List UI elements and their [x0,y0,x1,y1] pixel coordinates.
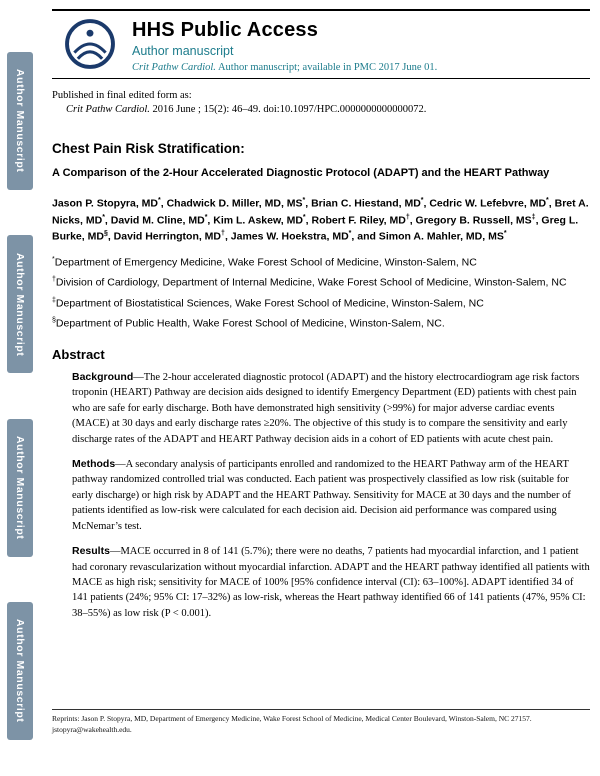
article-subtitle: A Comparison of the 2-Hour Accelerated Diagnostic Protocol (ADAPT) and the HEART Pathway [52,167,550,180]
author-affiliation-marker: § [103,229,108,237]
affiliation-symbol: † [52,276,56,284]
abstract-section-label: Methods [72,458,116,470]
sidebar-watermark-block [7,419,33,557]
header [52,11,590,78]
journal-name: Crit Pathw Cardiol. [132,62,216,73]
header-bottom-rule [52,78,590,79]
author-affiliation-marker: * [102,213,105,221]
watermark-text: Author Manuscript [14,619,26,723]
affiliation-text: Department of Public Health, Wake Forest School of Medicine, Winston-Salem, NC. [55,317,445,330]
sidebar [7,52,35,740]
authors [52,196,590,245]
sidebar-watermark-block [7,235,33,373]
abstract-paragraph [72,457,590,534]
author-name-text: , Gregory B. Russell, MS [409,214,532,227]
abstract-heading: Abstract [52,346,105,362]
affiliation [52,316,590,331]
author-name-text: , and Simon A. Mahler, MD, MS [351,230,504,243]
affiliation-symbol: * [52,256,55,264]
watermark-text: Author Manuscript [14,435,26,540]
abstract-section-text: —MACE occurred in 8 of 141 (5.7%); there were no deaths, 7 patients had myocardial infarction, and 1 patient had coronary revascularization without myocardial infarction. ADAPT and the HEART pathway identified all patients with MACE as high risk; sensitivity for MACE of 100% [95% confidence interval (CI): 63–100%]. ADAPT identified 34 of 141 patients (24%; 95% CI: 17–32%) as low-risk, whereas the Heart pathway identified 66 of 141 patients (47%, 95% CI: 38–55%) as low risk (P < 0.001). [72,546,590,619]
author-name-text: , David M. Cline, MD [104,214,205,227]
header-citation [132,62,437,73]
affiliation-symbol: ‡ [52,296,56,304]
footer-rule [52,709,590,710]
author-name-text: , Chadwick D. Miller, MD, MS [160,197,303,210]
author-affiliation-marker: * [302,197,306,205]
author-affiliation-marker: * [503,229,507,237]
affiliation [52,275,590,290]
header-text [132,18,437,73]
author-name-text: , Cedric W. Lefebvre, MD [423,197,547,210]
abstract-paragraph [72,544,590,621]
watermark-text: Author Manuscript [14,69,26,173]
header-citation-rest: Author manuscript; available in PMC 2017 June 01. [215,62,438,73]
abstract-paragraph [72,370,590,447]
hhs-public-access-title: HHS Public Access [132,19,319,41]
journal-name: Crit Pathw Cardiol. [66,104,150,116]
author-affiliation-marker: * [546,197,549,205]
abstract-section-text: —A secondary analysis of participants enrolled and randomized to the HEART Pathway arm of the HEART pathway randomized controlled trial was conducted. Each patient was prospectively classified as low risk (suitable for early discharge) or high risk by ADAPT and the HEART Pathway. Sensitivity for MACE at 30 days and the number of patients identified as low-risk were calculated for each decision aid. Decision aid performance was compared using McNemar’s test. [72,459,571,532]
author-name-text: , Brian C. Hiestand, MD [305,197,421,210]
author-affiliation-marker: * [158,197,161,205]
affiliation [52,296,590,311]
published-block [52,89,590,117]
sidebar-watermark-block [7,602,33,740]
published-citation [66,103,590,117]
author-affiliation-marker: * [420,197,424,205]
author-affiliation-marker: * [348,229,352,237]
abstract-section-text: —The 2-hour accelerated diagnostic protocol (ADAPT) and the history electrocardiogram age risk factors troponin (HEART) Pathway are decision aids designed to identify Emergency Department (ED) patients with chest pain who are safe for early discharge. Both have demonstrated high sensitivity (>99%) for major adverse cardiac events (MACE) at 30 days and early discharge rates ≥20%. The objective of this study is to compare the sensitivity and early discharge rates of the ADAPT and HEART Pathway decision aids in a cohort of ED patients with acute chest pain. [72,371,580,445]
affiliation-text: Department of Biostatistical Sciences, Wake Forest School of Medicine, Winston-Salem, NC [55,297,484,310]
reprints-note: Reprints: Jason P. Stopyra, MD, Department of Emergency Medicine, Wake Forest School of Medicine, Medical Center Boulevard, Winston-Salem, NC 27157. jstopyra@wakehealth.edu. [52,714,532,735]
article-title: Chest Pain Risk Stratification: [52,141,245,157]
affiliation-text: Department of Emergency Medicine, Wake Forest School of Medicine, Winston-Salem, NC [54,256,477,269]
author-name-text: , James W. Hoekstra, MD [224,230,349,243]
published-citation-rest: 2016 June ; 15(2): 46–49. doi:10.1097/HPC.0000000000000072. [149,104,427,116]
author-name-text: Jason P. Stopyra, MD [52,197,159,210]
main-column [52,0,590,631]
affiliations [52,255,590,331]
watermark-text: Author Manuscript [14,252,26,357]
footer [52,709,590,736]
author-name-text: , Kim L. Askew, MD [207,214,303,227]
affiliation [52,255,590,270]
affiliation-symbol: § [52,316,56,324]
author-affiliation-marker: † [405,213,410,221]
author-manuscript-label: Author manuscript [132,44,234,58]
author-affiliation-marker: † [221,229,225,237]
author-affiliation-marker: ‡ [531,213,536,221]
published-intro: Published in final edited form as: [52,90,192,101]
author-name-text: , Robert F. Riley, MD [305,214,406,227]
abstract-section-label: Results [72,545,110,558]
author-affiliation-marker: * [204,213,208,221]
sidebar-watermark-block [7,52,33,190]
author-name-text: , Bret A. Nicks, MD [52,197,589,227]
abstract-section-label: Background [72,370,134,383]
affiliation-text: Division of Cardiology, Department of Internal Medicine, Wake Forest School of Medicine, Winston-Salem, NC [55,276,567,289]
hhs-logo-icon [64,18,116,70]
author-name-text: , David Herrington, MD [107,230,222,243]
author-affiliation-marker: * [302,213,306,221]
abstract-body [72,370,590,621]
author-name-text: , Greg L. Burke, MD [52,214,579,243]
